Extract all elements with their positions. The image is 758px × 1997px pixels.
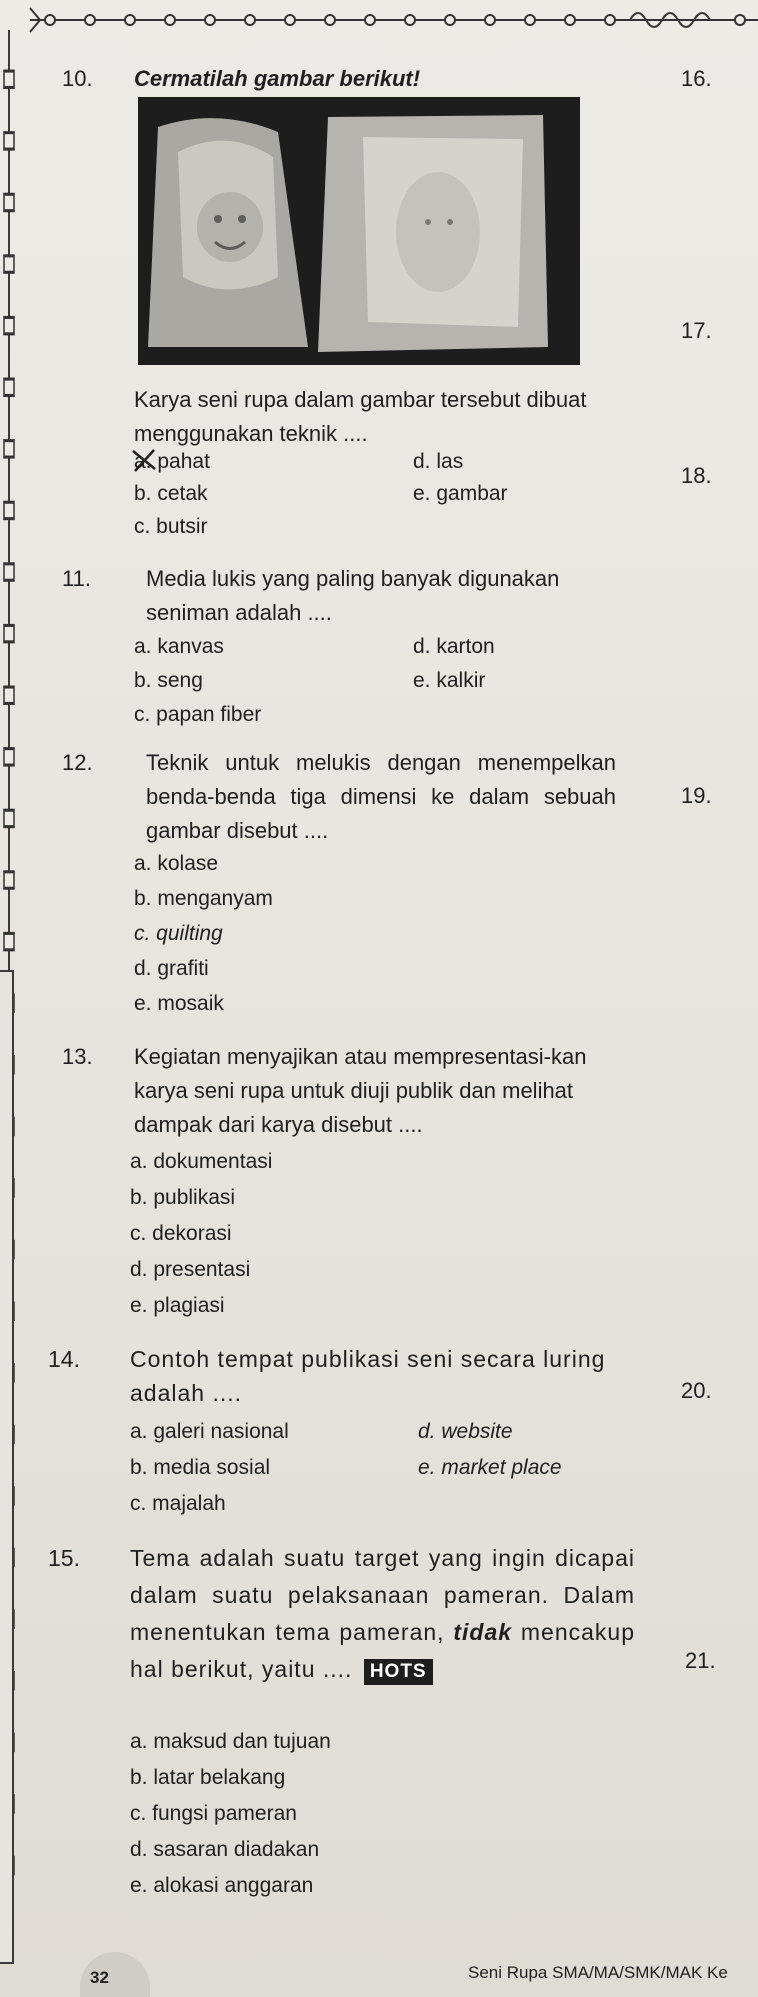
- question-number: 11.: [62, 566, 91, 591]
- question-number: 15.: [48, 1545, 80, 1571]
- question-title: Cermatilah gambar berikut!: [134, 66, 421, 91]
- page-number: 32: [90, 1968, 109, 1987]
- question-stem: Karya seni rupa dalam gambar tersebut dibuat menggunakan teknik ....: [134, 387, 587, 446]
- emphasis-word: tidak: [453, 1619, 513, 1645]
- question-number-18: 18.: [681, 463, 712, 488]
- option-a[interactable]: a. dokumentasi: [130, 1150, 273, 1173]
- question-number-21: 21.: [685, 1648, 716, 1673]
- cross-mark-icon: [130, 447, 158, 473]
- book-title: Seni Rupa SMA/MA/SMK/MAK Ke: [468, 1963, 728, 1982]
- question-number: 13.: [62, 1044, 93, 1069]
- option-e[interactable]: e. plagiasi: [130, 1294, 225, 1317]
- option-b[interactable]: b. menganyam: [134, 887, 273, 910]
- option-c[interactable]: c. papan fiber: [134, 703, 262, 726]
- question-number-19: 19.: [681, 783, 712, 808]
- stem-text: mencakup hal berikut, yaitu ....: [130, 1619, 636, 1682]
- page-number-tab: [80, 1952, 150, 1997]
- left-margin-box: [0, 970, 14, 1964]
- question-number: 12.: [62, 750, 93, 775]
- question-stem: Contoh tempat publikasi seni secara luring adalah ....: [130, 1346, 606, 1406]
- option-d[interactable]: d. presentasi: [130, 1258, 251, 1281]
- option-e[interactable]: e. gambar: [413, 482, 508, 505]
- option-c[interactable]: c. majalah: [130, 1492, 226, 1515]
- option-e[interactable]: e. alokasi anggaran: [130, 1874, 314, 1897]
- question-10-stem: [134, 383, 594, 451]
- hots-badge: HOTS: [364, 1659, 433, 1685]
- option-c[interactable]: c. fungsi pameran: [130, 1802, 297, 1825]
- option-c[interactable]: c. dekorasi: [130, 1222, 232, 1245]
- option-d[interactable]: d. las: [413, 450, 464, 473]
- option-a[interactable]: a. kanvas: [134, 635, 224, 658]
- option-c[interactable]: c. butsir: [134, 515, 208, 538]
- option-d[interactable]: d. sasaran diadakan: [130, 1838, 320, 1861]
- question-stem: Media lukis yang paling banyak digunakan seniman adalah ....: [146, 566, 560, 625]
- option-e[interactable]: e. kalkir: [413, 669, 486, 692]
- option-a[interactable]: a. pahat: [134, 450, 210, 473]
- stem-text: Tema adalah suatu target yang ingin dicapai dalam suatu pelaksanaan pameran. Dalam menentukan tema pameran,: [130, 1545, 635, 1645]
- question-number-16: 16.: [681, 66, 712, 91]
- option-e[interactable]: e. market place: [418, 1456, 562, 1479]
- question-number: 10.: [62, 66, 93, 91]
- option-d[interactable]: d. website: [418, 1420, 513, 1443]
- option-d[interactable]: d. grafiti: [134, 957, 209, 980]
- option-b[interactable]: b. seng: [134, 669, 203, 692]
- question-stem: [130, 1540, 635, 1688]
- question-number-17: 17.: [681, 318, 712, 343]
- option-a[interactable]: a. maksud dan tujuan: [130, 1730, 331, 1753]
- sculpture-mold-photo: [138, 97, 580, 365]
- option-a[interactable]: a. galeri nasional: [130, 1420, 289, 1443]
- question-number: 14.: [48, 1346, 80, 1372]
- option-b[interactable]: b. latar belakang: [130, 1766, 286, 1789]
- decorative-ring-border: [0, 0, 758, 40]
- option-d[interactable]: d. karton: [413, 635, 495, 658]
- option-c[interactable]: c. quilting: [134, 922, 223, 945]
- option-a[interactable]: a. kolase: [134, 852, 219, 875]
- option-b[interactable]: b. cetak: [134, 482, 208, 505]
- option-b[interactable]: b. media sosial: [130, 1456, 271, 1479]
- option-b[interactable]: b. publikasi: [130, 1186, 236, 1209]
- question-number-20: 20.: [681, 1378, 712, 1403]
- mold-image: [138, 97, 580, 365]
- question-stem: Teknik untuk melukis dengan menempelkan benda-benda tiga dimensi ke dalam sebuah gambar disebut ....: [146, 750, 616, 843]
- option-e[interactable]: e. mosaik: [134, 992, 224, 1015]
- question-stem: Kegiatan menyajikan atau mempresentasi-kan karya seni rupa untuk diuji publik dan melihat dampak dari karya disebut ....: [134, 1044, 587, 1137]
